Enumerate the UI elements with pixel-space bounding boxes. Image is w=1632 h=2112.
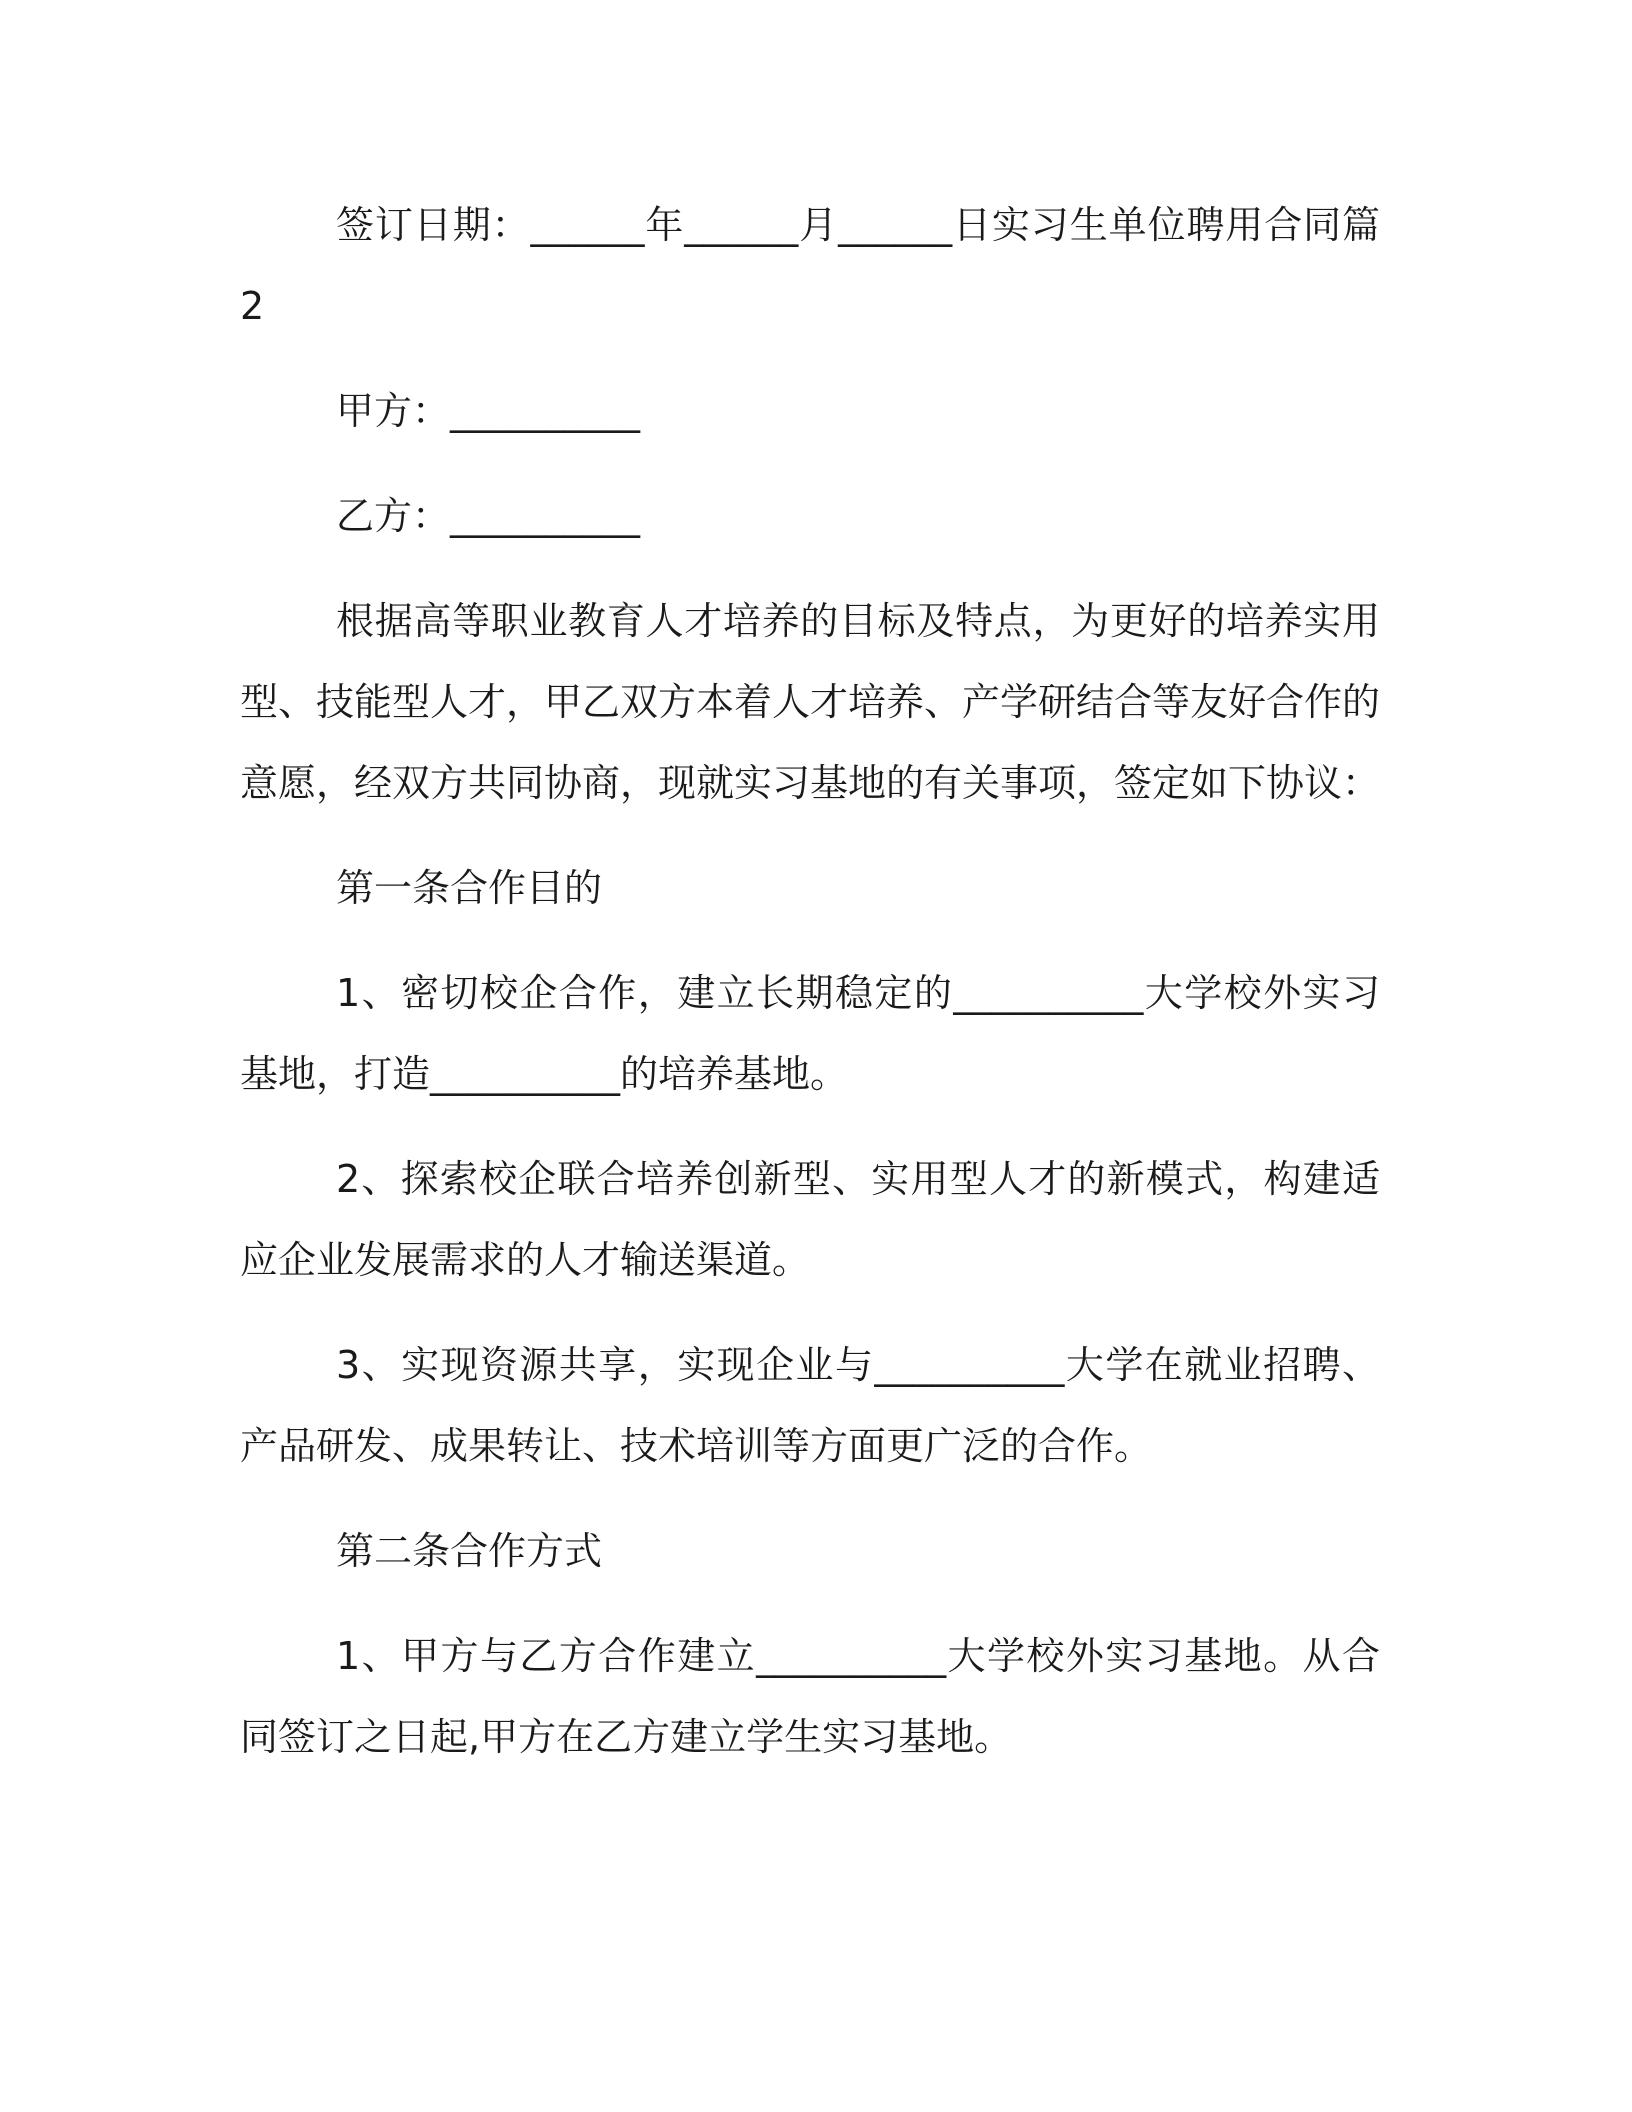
article-2-item-1: 1、甲方与乙方合作建立__________大学校外实习基地。从合同签订之日起,甲方在乙方建立学生实习基地。 [240, 1634, 1380, 1759]
article-1-item-2: 2、探索校企联合培养创新型、实用型人才的新模式，构建适应企业发展需求的人才输送渠道。 [240, 1157, 1380, 1282]
document-body [240, 185, 1380, 1778]
article-1-heading: 第一条合作目的 [336, 866, 603, 910]
party-a-line: 甲方：__________ [336, 389, 641, 433]
preamble-paragraph: 根据高等职业教育人才培养的目标及特点，为更好的培养实用型、技能型人才，甲乙双方本着人才培养、产学研结合等友好合作的意愿，经双方共同协商，现就实习基地的有关事项，签定如下协议： [240, 599, 1381, 805]
signing-date-and-title: 签订日期：______年______月______日实习生单位聘用合同篇 2 [240, 203, 1380, 328]
article-1-item-3: 3、实现资源共享，实现企业与__________大学在就业招聘、产品研发、成果转让、技术培训等方面更广泛的合作。 [240, 1343, 1380, 1468]
article-2-heading: 第二条合作方式 [336, 1529, 603, 1573]
party-b-line: 乙方：__________ [336, 494, 641, 538]
article-1-item-1: 1、密切校企合作，建立长期稳定的__________大学校外实习基地，打造__________的培养基地。 [240, 971, 1380, 1096]
